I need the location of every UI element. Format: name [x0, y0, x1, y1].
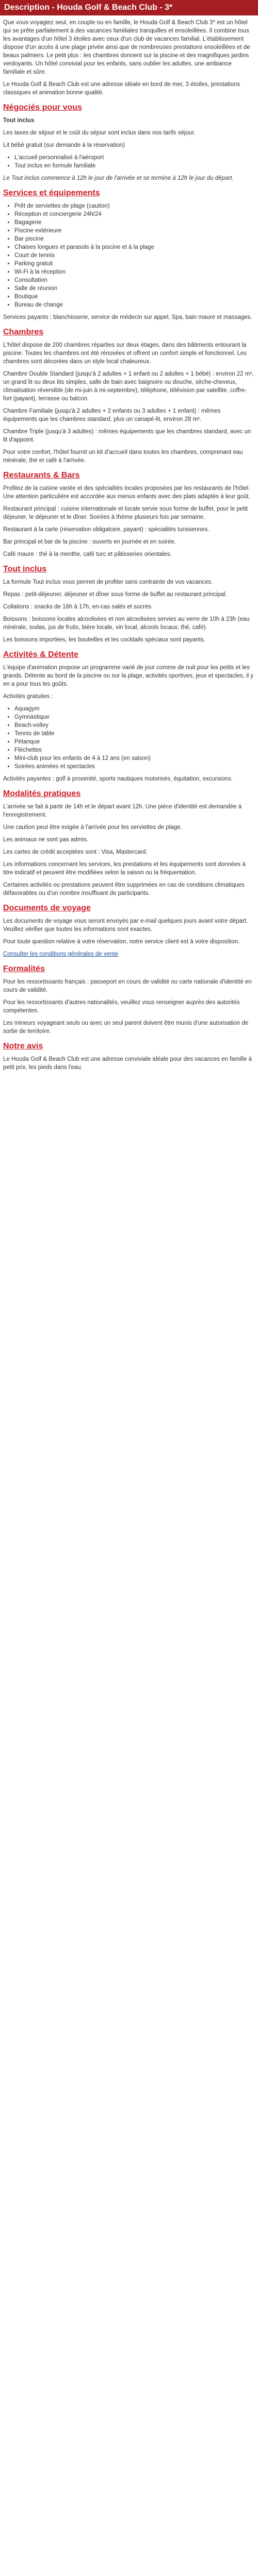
list-item: • Court de tennis: [14, 251, 255, 260]
chambres-paragraphs: [3, 341, 255, 465]
list-item: • Bar piscine: [14, 235, 255, 243]
section-formalites: [3, 963, 255, 1036]
section-documents: [3, 903, 255, 958]
negocies-label: Tout inclus: [3, 117, 35, 124]
paragraph: Collations : snacks de 16h à 17h, en-cas salés et sucrés.: [3, 604, 153, 610]
section-title-documents: Documents de voyage: [3, 904, 91, 912]
intro-paragraph-1: Que vous voyagiez seul, en couple ou en famille, le Houda Golf & Beach Club 3* est un hôtel qui se prête parfaitement à des vacances familiales tranquilles et ensoleillées. Il combine tous les avantages d'un hôtel 3 étoiles avec ceux d'un club de vacances familial. L'établissement dispose d'un accès à une plage privée ainsi que de nombreuses prestations ensoleillées et de beaux palmiers. Le petit plus : les chambres donnent sur la piscine et des magnifiques jardins verdoyants. Un hôtel convivial pour les enfants, sans oublier les adultes, une ambiance familiale et sûre.: [3, 20, 250, 75]
paragraph: Activités gratuites :: [3, 693, 53, 700]
list-item: • Chaises longues et parasols à la piscine et à la plage: [14, 243, 255, 251]
section-negocies: [3, 102, 255, 182]
section-services: [3, 188, 255, 321]
negocies-list: [3, 154, 255, 170]
section-modalites: [3, 788, 255, 897]
negocies-taxes: Les taxes de séjour et le coût du séjour sont inclus dans nos tarifs séjour.: [3, 130, 196, 136]
list-item: • Parking gratuit: [14, 260, 255, 268]
negocies-bebe: Lit bébé gratuit (sur demande à la réservation): [3, 142, 125, 148]
list-item: • Beach-volley: [14, 721, 255, 730]
paragraph: Pour votre confort, l'hôtel fournit un kit d'accueil dans toutes les chambres, comprenant eau minérale, thé et café à l'arrivée.: [3, 449, 243, 464]
section-title-chambres: Chambres: [3, 328, 44, 336]
list-item: • Aquagym: [14, 705, 255, 713]
paragraph: L'équipe d'animation propose un programme varié de jour comme de nuit pour les petits et les grands. Détente au bord de la piscine ou sur la plage, activités sportives, jeux et spectacles, il y en a pour tous les goûts.: [3, 665, 254, 687]
paragraph: Les animaux ne sont pas admis.: [3, 837, 88, 843]
list-item: • Pétanque: [14, 738, 255, 746]
list-item: • Fléchettes: [14, 746, 255, 754]
paragraph: L'hôtel dispose de 200 chambres réparties sur deux étages, dans des bâtiments entourant la piscine. Toutes les chambres ont été rénovées et offrent un confort simple et fonctionnel. Les chambres sont décorées dans un style local chaleureux.: [3, 342, 247, 365]
paragraph: Repas : petit-déjeuner, déjeuner et dîner sous forme de buffet au restaurant principal.: [3, 591, 227, 598]
list-item: • Mini-club pour les enfants de 4 à 12 ans (en saison): [14, 754, 255, 762]
section-restaurants: [3, 470, 255, 558]
paragraph: Les cartes de crédit acceptées sont : Visa, Mastercard.: [3, 849, 148, 855]
cgv-link[interactable]: Consulter les conditions générales de vente: [3, 951, 119, 957]
page-title: Description - Houda Golf & Beach Club - 3*: [0, 0, 258, 15]
list-item: • Bagagerie: [14, 218, 255, 227]
list-item: • Consultation: [14, 276, 255, 284]
section-title-tout-inclus: Tout inclus: [3, 565, 47, 573]
documents-paragraphs: [3, 917, 255, 946]
services-note: Services payants : blanchisserie, service de médecin sur appel, Spa, bain maure et massages.: [3, 314, 252, 320]
paragraph: Profitez de la cuisine variée et des spécialités locales proposées par les restaurants de l'hôtel. Une attention particulière est accordée aux menus enfants avec des plats adaptés à leur goût.: [3, 485, 250, 500]
paragraph: Bar principal et bar de la piscine : ouverts en journée et en soirée.: [3, 539, 176, 545]
list-item: • Piscine extérieure: [14, 227, 255, 235]
paragraph: Certaines activités ou prestations peuvent être supprimées en cas de conditions climatiques défavorables ou d'un nombre insuffisant de participants.: [3, 882, 245, 896]
paragraph: Chambre Familiale (jusqu'à 2 adultes + 2 enfants ou 3 adultes + 1 enfant) : mêmes équipements que les chambres standard, plus un canapé-lit, environ 28 m².: [3, 408, 221, 422]
list-item: • Prêt de serviettes de plage (caution): [14, 202, 255, 210]
list-item: • Wi-Fi à la réception: [14, 268, 255, 276]
paragraph: Pour les ressortissants d'autres nationalités, veuillez vous renseigner auprès des autorités compétentes.: [3, 999, 240, 1014]
list-item: • Soirées animées et spectacles: [14, 762, 255, 771]
list-item: • Gymnastique: [14, 713, 255, 721]
paragraph: Café maure : thé à la menthe, café turc et pâtisseries orientales.: [3, 551, 172, 557]
services-list: [3, 202, 255, 309]
paragraph: La formule Tout inclus vous permet de profiter sans contrainte de vos vacances.: [3, 579, 213, 585]
negocies-footnote: Le Tout inclus commence à 12h le jour de l'arrivée et se termine à 12h le jour du départ.: [3, 175, 234, 181]
avis-paragraphs: [3, 1055, 255, 1072]
tout-inclus-paragraphs: [3, 578, 255, 644]
section-title-services: Services et équipements: [3, 189, 100, 197]
activites-list: [3, 705, 255, 771]
list-item: • Tout inclus en formule familiale: [14, 162, 255, 170]
formalites-paragraphs: [3, 978, 255, 1036]
paragraph: Le Houda Golf & Beach Club est une adresse conviviale idéale pour des vacances en famille à petit prix, les pieds dans l'eau.: [3, 1056, 252, 1071]
paragraph: Les boissons importées, les bouteilles et les cocktails spéciaux sont payants.: [3, 637, 205, 643]
list-item: • Réception et conciergerie 24h/24: [14, 210, 255, 218]
paragraph: Pour toute question relative à votre réservation, notre service client est à votre disposition.: [3, 939, 240, 945]
paragraph: Restaurant à la carte (réservation obligatoire, payant) : spécialités tunisiennes.: [3, 527, 209, 533]
paragraph: Restaurant principal : cuisine internationale et locale servie sous forme de buffet, pour le petit déjeuner, le déjeuner et le dîner. Soirées à thème plusieurs fois par semaine.: [3, 506, 248, 520]
intro-paragraph-2: Le Houda Golf & Beach Club est une adresse idéale en bord de mer, 3 étoiles, prestations classiques et animation bonne qualité.: [3, 81, 240, 96]
paragraph: Pour les ressortissants français : passeport en cours de validité ou carte nationale d'identité en cours de validité.: [3, 979, 252, 993]
section-title-activites: Activités & Détente: [3, 650, 78, 659]
list-item: • L'accueil personnalisé à l'aéroport: [14, 154, 255, 162]
section-activites: [3, 649, 255, 783]
restaurants-paragraphs: [3, 484, 255, 558]
paragraph: Une caution peut être exigée à l'arrivée pour les serviettes de plage.: [3, 824, 182, 831]
paragraph: Les mineurs voyageant seuls ou avec un seul parent doivent être munis d'une autorisation de sortie de territoire.: [3, 1020, 249, 1035]
modalites-paragraphs: [3, 803, 255, 897]
section-title-formalites: Formalités: [3, 964, 45, 973]
list-item: • Salle de réunion: [14, 284, 255, 293]
section-title-restaurants: Restaurants & Bars: [3, 471, 80, 480]
activites-paid: Activités payantes : golf à proximité, sports nautiques motorisés, équitation, excursions.: [3, 776, 233, 782]
section-title-avis: Notre avis: [3, 1042, 43, 1050]
intro-section: [3, 19, 255, 97]
section-title-negocies: Négociés pour vous: [3, 103, 82, 112]
list-item: • Boutique: [14, 293, 255, 301]
paragraph: Les documents de voyage vous seront envoyés par e-mail quelques jours avant votre départ. Veuillez vérifier que toutes les informations sont exactes.: [3, 918, 248, 933]
section-avis: [3, 1041, 255, 1072]
hotel-description-page: [0, 0, 258, 1091]
list-item: • Bureau de change: [14, 301, 255, 309]
paragraph: L'arrivée se fait à partir de 14h et le départ avant 12h. Une pièce d'identité est demandée à l'enregistrement.: [3, 804, 242, 818]
activites-paragraphs: [3, 664, 255, 701]
section-tout-inclus: [3, 564, 255, 644]
paragraph: Chambre Double Standard (jusqu'à 2 adultes + 1 enfant ou 2 adultes + 1 bébé) : environ 22 m², un grand lit ou deux lits simples, salle de bain avec baignoire ou douche, sèche-cheveux, climatisation réversible (de mi-juin à mi-septembre), téléphone, télévision par satellite, coffre-fort (payant), terrasse ou balcon.: [3, 371, 254, 402]
section-chambres: [3, 327, 255, 465]
paragraph: Chambre Triple (jusqu'à 3 adultes) : mêmes équipements que les chambres standard, avec un lit d'appoint.: [3, 429, 251, 443]
list-item: • Tennis de table: [14, 730, 255, 738]
section-title-modalites: Modalités pratiques: [3, 789, 81, 798]
paragraph: Boissons : boissons locales alcoolisées et non alcoolisées servies au verre de 10h à 23h (eau minérale, sodas, jus de fruits, bière locale, vin local, alcools locaux, thé, café).: [3, 616, 250, 631]
paragraph: Les informations concernant les services, les prestations et les équipements sont données à titre indicatif et peuvent être modifiées selon la saison ou la fréquentation.: [3, 861, 246, 876]
